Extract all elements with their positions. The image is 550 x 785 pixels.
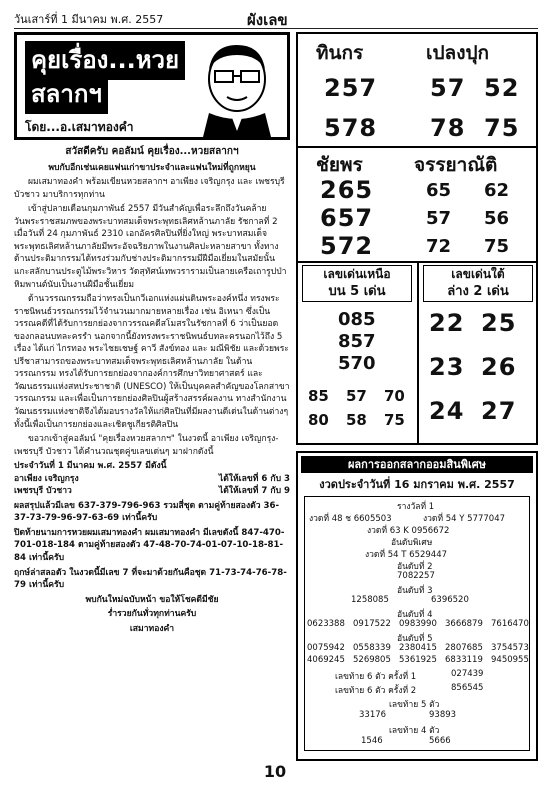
prize-label: อันดับที่ 3 (397, 586, 433, 596)
prize-label: อันดับที่ 4 (397, 610, 433, 620)
prize-label: อันดับที่ 2 (397, 562, 433, 572)
page-header (14, 6, 538, 30)
header-rule (14, 28, 538, 29)
prize-value: 93893 (429, 710, 457, 720)
pair-number: 25 (481, 309, 517, 337)
paragraph-2: ด้านวรรณกรรมถือว่าทรงเป็นกวีเอกแห่งแผ่นดินพระองค์หนึ่ง ทรงพระราชนิพนธ์วรรณกรรมไว้จำนวนมากมายหลายเรื่อง เช่น อิเหนา ซึ่งเป็นวรรณคดีที่ได้รับการยกย่องจากวรรณคดีสโมสรในรัชกาลที่ 6 ว่าเป็นยอดของกลอนบทละครรำ นอกจากนี้ยังทรงพระราชนิพนธ์บทละครนอกไว้ถึง 5 เรื่อง ได้แก่ ไกรทอง พระไชยเชษฐ์ คาวี สังข์ทอง และ มณีพิชัย และด้วยพระปรีชาสามารถของพระบาทสมเด็จพระพุทธเลิศหล้านภาลัย ในด้านวรรณกรรม ทรงได้รับการยกย่องจากองค์การศึกษาวิทยาศาสตร์ และวัฒนธรรมแห่งสหประชาชาติ (UNESCO) ให้เป็นบุคคลสำคัญของโลกสาขาวรรณกรรม และเพื่อเป็นการยกย่องศิลปินผู้สร้างสรรค์ผลงาน ทางสำนักงานวัฒนธรรมแห่งชาติจึงได้มอบรางวัลให้แก่ศิลปินที่มีผลงานดีเด่นในด้านต่างๆ ทั้งนี้เพื่อเป็นการยกย่องและเชิดชูเกียรติศิลปิน (14, 294, 290, 430)
prize-value: 3666879 (445, 619, 483, 629)
prize-label: เลขท้าย 6 ตัว ครั้งที่ 1 (335, 672, 417, 682)
closing-1: พบกันใหม่ฉบับหน้า ขอให้โชคดีมีชัย (85, 594, 219, 605)
prize-value: งวดที่ 54 Y 5777047 (423, 514, 506, 524)
triple-number: 570 (338, 353, 376, 374)
pair-number: 27 (481, 397, 517, 425)
draw-date: ประจำวันที่ 1 มีนาคม พ.ศ. 2557 มีดังนี้ (14, 461, 167, 472)
north-heading (302, 265, 412, 302)
pair-number: 24 (429, 397, 465, 425)
pair-number: 75 (484, 114, 520, 142)
pair-number: 75 (384, 411, 405, 429)
pair-number: 57 (430, 74, 466, 102)
tipster-label: จรรยาณัติ (414, 154, 498, 176)
pair-number: 75 (484, 236, 510, 257)
pair-number: 72 (426, 236, 452, 257)
prize-value: 7082257 (397, 571, 435, 581)
prize-value: 027439 (451, 669, 484, 679)
triple-number: 085 (338, 309, 376, 330)
summary-1: ผลสรุปแล้วมีเลข 637-379-796-963 รวมสี่ชุด ตามคู่ท้ายสองตัว 36-37-73-79-96-97-63-69 เท่านี้ครับ (14, 500, 280, 524)
prize-value: 7616470 (491, 619, 529, 629)
tips-box-2 (296, 148, 538, 263)
prize-value: 856545 (451, 683, 484, 693)
prize-value: 5269805 (353, 655, 391, 665)
tipster-a-name: อาเพียง เจริญกรุง (14, 473, 79, 484)
pair-number: 58 (346, 411, 367, 429)
triple-number: 578 (324, 114, 378, 142)
triple-number: 657 (320, 204, 374, 232)
page-number: 10 (263, 762, 287, 781)
summary-3: ฤกษ์ล่าสลอตัว ในงวดนี้มีเลข 7 ที่จะมาด้วยกันคือชุด 71-73-74-76-78-79 เท่านี้ครับ (14, 567, 287, 591)
featured-numbers-box (296, 263, 538, 445)
prize-value: 33176 (359, 710, 387, 720)
prize-value: 1546 (361, 736, 383, 746)
prize-value: 0558339 (353, 643, 391, 653)
prize-value: 2380415 (399, 643, 437, 653)
summary-2: ปิดท้ายนามการหวยผมเสมาทองคำ ผมเสมาทองคำ มีเลขดังนี้ 847-470-701-018-184 ตามคู่ท้ายสองตัว 47-48-70-74-01-07-10-18-81-84 เท่านี้ครับ (14, 527, 285, 563)
tipster-label: เปลงปุก (426, 42, 490, 64)
pair-number: 52 (484, 74, 520, 102)
prize-value: 0983990 (399, 619, 437, 629)
results-title: ผลการออกสลากออมสินพิเศษ (301, 456, 533, 473)
north-featured (298, 263, 419, 445)
pair-number: 22 (429, 309, 465, 337)
prize-value: 0623388 (307, 619, 345, 629)
prize-label: เลขท้าย 4 ตัว (389, 726, 440, 736)
prize-value: 1258085 (351, 595, 389, 605)
pair-number: 78 (430, 114, 466, 142)
pair-number: 62 (484, 180, 510, 201)
triple-number: 572 (320, 232, 374, 260)
pair-number: 57 (346, 387, 367, 405)
prize-value: งวดที่ 63 K 0956672 (367, 526, 450, 536)
pair-number: 57 (426, 208, 452, 229)
prize-value: 5666 (429, 736, 451, 746)
prize-value: 6833119 (445, 655, 483, 665)
south-title: เลขเด่นใต้ (451, 267, 505, 281)
prize-value: 3754573 (491, 643, 529, 653)
savings-lottery-results (296, 451, 538, 761)
north-title: เลขเด่นเหนือ (323, 267, 391, 281)
tipster-label: ชัยพร (316, 154, 363, 176)
prize-value: งวดที่ 48 ช 6605503 (309, 514, 392, 524)
paragraph-3: ขอวกเข้าสู่คอลัมน์ "คุยเรื่องหวยสลากฯ" ในงวดนี้ อาเพียง เจริญกรุง-เพชรบุรี บัวชาว ได้คำนวณชุดคู่ขเลขเด่นๆ มาฝากดังนี้ (14, 434, 279, 457)
south-featured (419, 263, 540, 445)
issue-date: วันเสาร์ที่ 1 มีนาคม พ.ศ. 2557 (14, 13, 164, 26)
south-heading (423, 265, 533, 302)
column-article (14, 32, 290, 757)
prize-label: เลขท้าย 6 ตัว ครั้งที่ 2 (335, 686, 417, 696)
greeting: สวัสดีครับ คอลัมน์ คุยเรื่อง...หวยสลากฯ (65, 146, 239, 157)
pair-number: 85 (308, 387, 329, 405)
tipster-label: ทินกร (316, 42, 364, 64)
north-subtitle: บน 5 เด่น (328, 283, 386, 299)
paragraph-1: เข้าสู่ปลายเดือนกุมภาพันธ์ 2557 มีวันสำคัญเพื่อระลึกถึงวันคล้ายวันพระราชสมภพของพระบาทสมเด็จพระพุทธเลิศหล้านภาลัย รัชกาลที่ 2 เมื่อวันที่ 24 กุมภาพันธ์ 2310 เอกอัครศิลปินที่ยิ่งใหญ่ พระบาทสมเด็จพระพุทธเลิศหล้านภาลัยมีพระอัจฉริยภาพในงานศิลปะหลายสาขา ทั้งทางด้านประติมากรรมได้ทรงร่วมกับช่างประติมากรรมมีฝีมือเยี่ยมในสมัยนั้นแกะสลักบานประตูไม้พระวิหาร วัดสุทัศน์เทพวรารามเป็นลายเครือเถารูปป่าหิมพานต์นับเป็นงานฝีมือชั้นเยี่ยม (14, 204, 287, 290)
signature: เสมาทองคำ (129, 623, 175, 634)
tipster-b-value: ได้ให้เลขที่ 7 กับ 9 (218, 486, 290, 497)
brand-name: ผังเลข (247, 11, 288, 29)
banner-title-1: คุยเรื่อง...หวย (25, 41, 185, 80)
pair-number: 26 (481, 353, 517, 381)
tips-box-1 (296, 32, 538, 148)
prize-value: 9450955 (491, 655, 529, 665)
tipster-a (14, 473, 290, 486)
pair-number: 56 (484, 208, 510, 229)
south-subtitle: ล่าง 2 เด่น (447, 283, 509, 299)
prize-value: 6396520 (431, 595, 469, 605)
closing-2: ร่ำรวยกันทั่วทุกท่านครับ (107, 609, 197, 620)
tipster-a-value: ได้ให้เลขที่ 6 กับ 3 (218, 473, 290, 484)
pair-number: 80 (308, 411, 329, 429)
pair-number: 70 (384, 387, 405, 405)
pair-number: 65 (426, 180, 452, 201)
results-draw-date: งวดประจำวันที่ 16 มกราคม พ.ศ. 2557 (319, 478, 515, 491)
caricature-portrait-icon (191, 39, 281, 137)
prize-value: 5361925 (399, 655, 437, 665)
triple-number: 257 (324, 74, 378, 102)
prize-value: 4069245 (307, 655, 345, 665)
prize-label: อันดับที่ 5 (397, 634, 433, 644)
banner-title-2: สลากฯ (25, 75, 108, 114)
prize-value: 0075942 (307, 643, 345, 653)
prize-value: 0917522 (353, 619, 391, 629)
triple-number: 857 (338, 331, 376, 352)
tipster-b-name: เพชรบุรี บัวชาว (14, 486, 72, 497)
prize-label: รางวัลที่ 1 (397, 502, 435, 512)
pair-number: 23 (429, 353, 465, 381)
results-table (304, 496, 530, 751)
prize-label: เลขท้าย 5 ตัว (389, 700, 440, 710)
tipster-b (14, 485, 290, 498)
prize-label: อันดับพิเศษ (391, 538, 433, 548)
banner-byline: โดย...อ.เสมาทองคำ (25, 120, 134, 134)
triple-number: 265 (320, 176, 374, 204)
number-panel (296, 32, 538, 757)
intro-text: ผมเสมาทองคำ พร้อมเขียนหวยสลากฯ อาเพียง เจริญกรุง และ เพชรบุรี บัวชาว มาบริการทุกท่าน (14, 177, 285, 200)
greeting-2: พบกับอีกเช่นเคยแฟนเก่าขาประจำและแฟนใหม่ที่ถูกหยุน (48, 162, 256, 173)
prize-value: งวดที่ 54 T 6529447 (365, 550, 448, 560)
prize-value: 2807685 (445, 643, 483, 653)
column-banner (14, 32, 290, 140)
